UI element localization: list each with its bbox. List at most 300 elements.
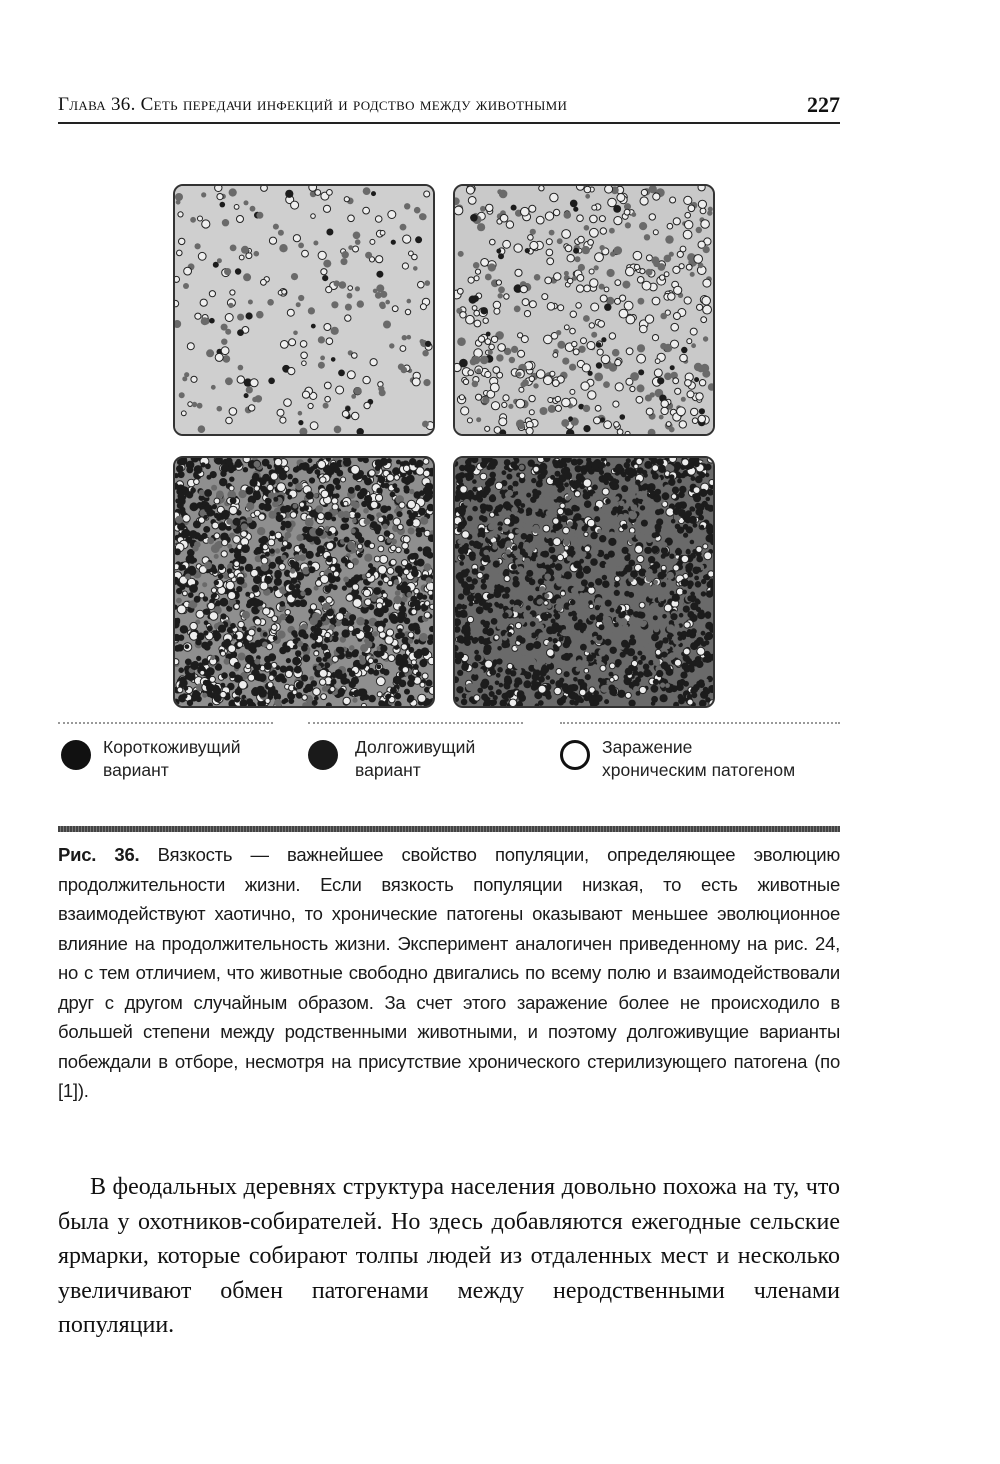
particle — [178, 471, 185, 478]
particle — [580, 644, 587, 651]
particle — [596, 615, 603, 622]
particle — [221, 551, 227, 557]
particle — [658, 509, 664, 515]
particle — [584, 225, 590, 231]
particle — [689, 516, 697, 524]
particle — [690, 540, 695, 545]
particle — [495, 505, 502, 512]
particle — [221, 672, 228, 679]
particle — [179, 679, 187, 687]
particle — [596, 586, 602, 592]
particle — [591, 548, 598, 555]
particle — [345, 651, 352, 658]
particle — [585, 194, 590, 199]
particle — [631, 486, 639, 494]
particle — [667, 572, 675, 580]
particle — [705, 473, 709, 477]
particle — [349, 645, 354, 650]
particle — [253, 492, 261, 500]
particle — [488, 263, 496, 271]
particle — [343, 511, 350, 518]
particle — [701, 631, 706, 636]
particle — [488, 685, 493, 690]
particle — [273, 636, 278, 641]
particle — [555, 396, 560, 401]
particle — [502, 635, 507, 640]
particle — [597, 529, 602, 534]
particle — [475, 542, 482, 549]
particle — [198, 252, 206, 260]
particle — [501, 524, 509, 532]
particle — [698, 415, 705, 422]
particle — [660, 694, 668, 702]
particle — [668, 465, 674, 471]
particle — [467, 584, 472, 589]
particle — [607, 628, 613, 634]
particle — [175, 300, 179, 306]
particle — [553, 644, 558, 649]
particle — [687, 611, 694, 618]
particle — [190, 622, 197, 629]
particle — [644, 547, 651, 554]
particle — [572, 594, 578, 600]
particle — [680, 473, 686, 479]
particle — [697, 647, 705, 655]
particle — [352, 584, 359, 591]
particle — [254, 486, 259, 491]
particle — [395, 633, 402, 640]
particle — [351, 548, 356, 553]
particle — [594, 417, 601, 424]
particle — [309, 617, 317, 625]
caption-divider — [58, 826, 840, 832]
particle — [491, 402, 499, 410]
particle — [423, 459, 429, 465]
particle — [635, 480, 641, 486]
particle — [634, 264, 639, 269]
particle — [550, 371, 555, 376]
particle — [485, 426, 490, 431]
particle — [483, 318, 488, 323]
particle — [699, 380, 705, 386]
particle — [201, 462, 206, 467]
particle — [637, 556, 644, 563]
particle — [204, 562, 212, 570]
particle — [571, 631, 576, 636]
particle — [629, 616, 637, 624]
particle — [243, 467, 248, 472]
particle — [508, 485, 514, 491]
particle — [263, 632, 268, 637]
particle — [519, 473, 525, 479]
particle — [281, 677, 287, 683]
particle — [573, 248, 579, 254]
particle — [701, 220, 710, 229]
particle — [394, 487, 400, 493]
particle — [691, 476, 696, 481]
particle — [677, 251, 683, 257]
particle — [671, 323, 679, 331]
particle — [704, 679, 709, 684]
particle — [359, 658, 366, 665]
particle — [498, 293, 503, 298]
particle — [390, 559, 396, 565]
particle — [644, 643, 650, 649]
particle — [343, 577, 349, 583]
particle — [295, 650, 301, 656]
particle — [202, 220, 210, 228]
particle — [555, 604, 563, 612]
particle — [396, 547, 402, 553]
particle — [564, 671, 570, 677]
particle — [342, 629, 350, 637]
particle — [536, 216, 544, 224]
particle — [408, 623, 416, 631]
particle — [233, 518, 241, 526]
particle — [704, 640, 709, 645]
particle — [556, 669, 562, 675]
particle — [638, 298, 645, 305]
particle — [385, 636, 393, 644]
legend-label: Заражение — [602, 737, 693, 757]
particle — [343, 501, 348, 506]
particle — [214, 554, 219, 559]
legend-infected — [602, 736, 795, 782]
particle — [220, 598, 229, 607]
particle — [203, 596, 208, 601]
particle — [618, 612, 624, 618]
particle — [707, 612, 712, 617]
particle — [641, 520, 648, 527]
particle — [390, 615, 399, 624]
particle — [705, 689, 711, 695]
particle — [633, 656, 638, 661]
particle — [387, 568, 394, 575]
particle — [350, 577, 358, 585]
particle — [203, 515, 208, 520]
particle — [596, 342, 602, 348]
particle — [625, 222, 631, 228]
particle — [624, 462, 630, 468]
particle — [692, 418, 698, 424]
particle — [594, 373, 603, 382]
particle — [615, 359, 621, 365]
particle — [459, 395, 464, 400]
particle — [355, 286, 360, 291]
particle — [298, 295, 304, 301]
particle — [573, 561, 581, 569]
particle — [635, 545, 643, 553]
particle — [579, 593, 584, 598]
particle — [338, 370, 345, 377]
particle — [387, 474, 394, 481]
particle — [371, 501, 378, 508]
particle — [490, 494, 495, 499]
particle — [329, 624, 335, 630]
particle — [375, 292, 382, 299]
particle — [667, 524, 672, 529]
particle — [188, 402, 193, 407]
particle — [376, 284, 384, 292]
particle — [196, 656, 201, 661]
particle — [675, 524, 681, 530]
particle — [564, 571, 572, 579]
particle — [201, 317, 209, 325]
particle — [195, 313, 201, 319]
particle — [671, 519, 676, 524]
particle — [505, 654, 511, 660]
particle — [261, 563, 269, 571]
particle — [179, 392, 185, 398]
particle — [547, 303, 555, 311]
particle — [324, 662, 330, 668]
particle — [645, 571, 652, 578]
particle — [294, 600, 301, 607]
particle — [370, 239, 375, 244]
particle — [531, 680, 537, 686]
particle — [273, 690, 278, 695]
particle — [421, 575, 427, 581]
particle — [291, 630, 297, 636]
particle — [557, 487, 562, 492]
particle — [230, 497, 237, 504]
particle — [455, 206, 463, 215]
particle — [319, 669, 327, 677]
particle — [523, 542, 530, 549]
particle — [211, 385, 216, 390]
particle — [596, 362, 602, 368]
particle — [311, 680, 318, 687]
particle — [670, 591, 675, 596]
particle — [302, 654, 310, 662]
particle — [631, 504, 638, 511]
particle — [230, 623, 236, 629]
particle — [409, 458, 416, 465]
particle — [703, 544, 708, 549]
particle — [407, 500, 415, 508]
particle — [182, 529, 191, 538]
particle — [282, 541, 287, 546]
particle — [373, 587, 381, 595]
particle — [403, 465, 409, 471]
particle — [629, 599, 634, 604]
particle — [423, 470, 430, 477]
particle — [604, 421, 612, 429]
short-lived-marker-icon — [61, 740, 91, 770]
particle — [519, 637, 526, 644]
legend-label: вариант — [355, 760, 421, 780]
particle — [637, 277, 644, 284]
particle — [691, 408, 698, 415]
particle — [590, 595, 595, 600]
particle — [236, 587, 241, 592]
particle — [321, 694, 327, 700]
particle — [259, 514, 266, 521]
particle — [411, 660, 416, 665]
particle — [636, 396, 643, 403]
particle — [248, 629, 255, 636]
particle — [533, 466, 539, 472]
particle — [526, 535, 533, 542]
particle — [643, 583, 651, 591]
particle — [483, 550, 489, 556]
particle — [537, 599, 543, 605]
particle — [426, 680, 433, 687]
particle — [418, 508, 426, 516]
particle — [221, 464, 229, 472]
particle — [286, 615, 295, 624]
particle — [608, 538, 616, 546]
particle — [177, 687, 183, 693]
particle — [696, 567, 701, 572]
particle — [549, 230, 555, 236]
particle — [246, 312, 253, 319]
particle — [610, 482, 618, 490]
particle — [518, 333, 523, 338]
legend-divider — [560, 722, 840, 724]
particle — [363, 508, 369, 514]
particle — [302, 695, 307, 700]
particle — [376, 512, 382, 518]
particle — [481, 259, 489, 267]
particle — [208, 602, 215, 609]
particle — [474, 695, 480, 701]
particle — [281, 546, 286, 551]
simulation-panel-1 — [173, 184, 435, 436]
particle — [351, 394, 356, 399]
particle — [689, 595, 697, 603]
particle — [694, 461, 700, 467]
particle — [472, 381, 479, 388]
particle — [518, 508, 524, 514]
particle — [229, 701, 234, 706]
particle — [498, 286, 505, 293]
particle — [416, 671, 422, 677]
particle — [364, 518, 371, 525]
particle — [694, 377, 699, 382]
particle — [678, 636, 683, 641]
particle — [463, 499, 470, 506]
particle — [347, 293, 353, 299]
particle — [280, 341, 288, 349]
particle — [555, 471, 561, 477]
particle — [500, 214, 508, 222]
particle — [398, 572, 403, 577]
particle — [250, 379, 258, 387]
particle — [568, 416, 573, 421]
particle — [524, 651, 529, 656]
particle — [533, 383, 538, 388]
particle — [404, 689, 410, 695]
particle — [365, 599, 372, 606]
particle — [402, 560, 408, 566]
particle — [624, 209, 630, 215]
particle — [289, 584, 296, 591]
particle — [458, 522, 466, 530]
particle — [588, 582, 594, 588]
particle — [643, 664, 650, 671]
particle — [194, 596, 201, 603]
particle — [594, 571, 601, 578]
particle — [316, 665, 321, 670]
particle — [528, 235, 534, 241]
particle — [241, 246, 249, 254]
particle — [218, 564, 224, 570]
particle — [533, 506, 538, 511]
particle — [657, 377, 664, 384]
particle — [677, 631, 682, 636]
particle — [212, 522, 219, 529]
particle — [495, 470, 500, 475]
particle — [353, 232, 361, 240]
particle — [684, 196, 692, 204]
particle — [469, 540, 475, 546]
particle — [547, 649, 555, 657]
particle — [233, 634, 238, 639]
particle — [542, 614, 549, 621]
particle — [678, 694, 684, 700]
particle — [185, 644, 190, 649]
particle — [554, 273, 561, 280]
particle — [593, 664, 598, 669]
particle — [195, 243, 201, 249]
particle — [662, 492, 670, 500]
running-header — [58, 92, 840, 124]
particle — [574, 506, 580, 512]
particle — [682, 459, 689, 466]
particle — [209, 291, 215, 297]
particle — [577, 215, 584, 222]
particle — [477, 572, 483, 578]
particle — [249, 405, 255, 411]
particle — [291, 577, 298, 584]
particle — [617, 194, 625, 202]
particle — [254, 251, 260, 257]
particle — [245, 564, 253, 572]
particle — [584, 532, 588, 536]
particle — [420, 682, 425, 687]
particle — [300, 591, 305, 596]
particle — [625, 431, 630, 434]
particle — [681, 397, 686, 402]
particle — [352, 519, 357, 524]
particle — [229, 671, 236, 678]
particle — [641, 189, 647, 195]
particle — [527, 510, 532, 515]
particle — [517, 566, 524, 573]
particle — [408, 527, 415, 534]
particle — [504, 587, 511, 594]
particle — [220, 202, 226, 208]
particle — [594, 506, 600, 512]
particle — [310, 422, 318, 430]
figure-legend — [58, 722, 840, 792]
particle — [285, 610, 290, 615]
particle — [686, 264, 692, 270]
particle — [705, 632, 713, 640]
particle — [568, 491, 575, 498]
particle — [606, 462, 611, 467]
particle — [328, 575, 336, 583]
particle — [539, 186, 544, 191]
particle — [225, 377, 233, 385]
particle — [518, 350, 525, 357]
particle — [597, 349, 603, 355]
particle — [349, 691, 354, 696]
particle — [331, 673, 336, 678]
particle — [673, 565, 679, 571]
particle — [342, 586, 347, 591]
